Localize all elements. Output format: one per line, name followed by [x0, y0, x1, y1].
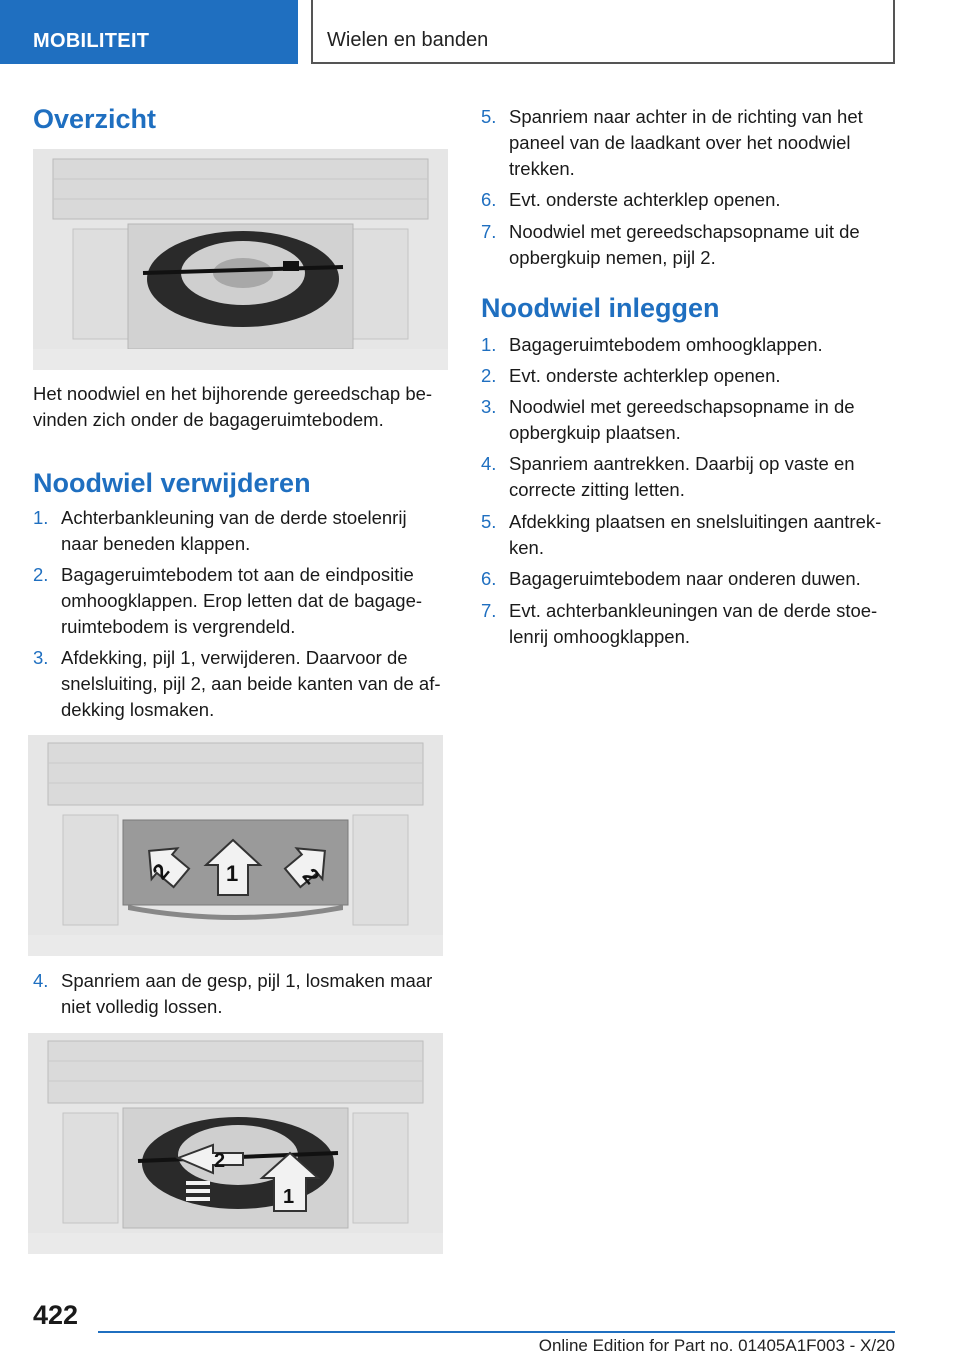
section-tab: MOBILITEIT: [0, 0, 298, 64]
svg-text:1: 1: [283, 1186, 295, 1208]
strap-release-photo: [28, 1033, 443, 1254]
spare-wheel-overview-photo: [33, 149, 448, 370]
overview-text: Het noodwiel en het bijhorende gereedschap be- vinden zich onder de bagageruimtebodem.: [33, 383, 433, 430]
edition-note: Online Edition for Part no. 01405A1F003 - X/20: [538, 1336, 895, 1355]
svg-text:2: 2: [297, 863, 325, 889]
heading-overview: Overzicht: [33, 104, 157, 134]
chapter-title: Wielen en banden: [311, 0, 895, 64]
heading-insert-spare-wheel: Noodwiel inleggen: [481, 293, 720, 323]
page-number: 422: [33, 1300, 79, 1330]
svg-text:2: 2: [147, 858, 175, 885]
cover-removal-photo: [28, 735, 443, 956]
footer-divider: [98, 1331, 895, 1333]
svg-text:2: 2: [214, 1150, 226, 1172]
svg-text:1: 1: [226, 861, 239, 886]
heading-remove-spare-wheel: Noodwiel verwijderen: [33, 468, 311, 498]
